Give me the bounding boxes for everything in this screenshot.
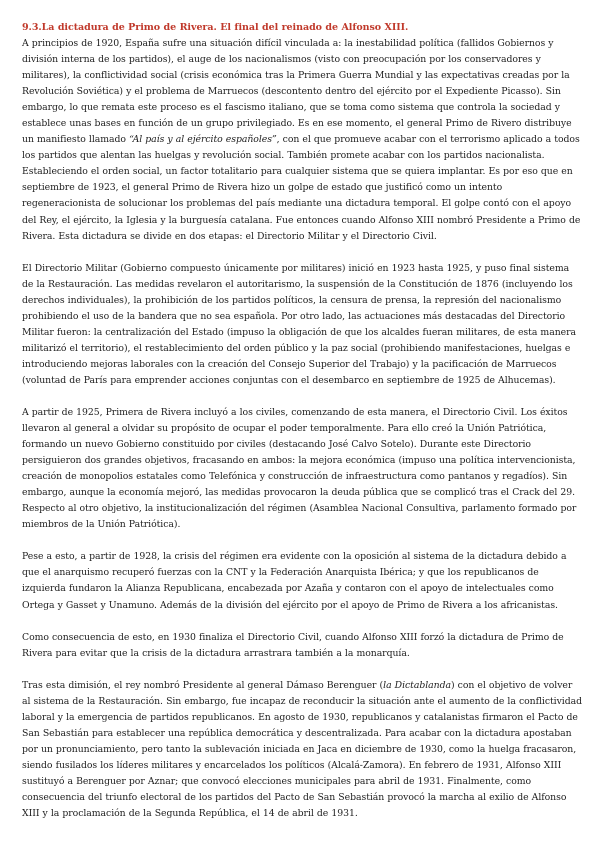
paragraph-introduction — [22, 36, 582, 245]
paragraph-segunda-republica — [22, 678, 582, 822]
paragraph-crisis-regimen: Pese a esto, a partir de 1928, la crisis del régimen era evidente con la oposición al sistema de la dictadura debido a que el anarquismo recuperó fuerzas con la CNT y la Federación Anarquista Ibérica; y que los republicanos de izquierda fundaron la Alianza Republicana, encabezada por Azaña y contaron con el apoyo de intelectuales como Ortega y Gasset y Unamuno. Además de la división del ejército por el apoyo de Primo de Rivera a los africanistas. — [22, 551, 567, 611]
paragraph-spacer — [22, 614, 582, 630]
paragraph-segunda-republica-text-2: ) con el objetivo de volver al sistema de la Restauración. Sin embargo, fue incapaz de reconducir la situación ante el aumento de la conflictividad laboral y la emergencia de partidos republicanos. En agosto de 1930, republicanos y catalanistas firmaron el Pacto de San Sebastián para establecer una república democrática y descentralizada. Para acabar con la dictadura apostaban por un pronunciamiento, pero tanto la sublevación iniciada en Jaca en diciembre de 1930, como la huelga fracasaron, siendo fusilados los líderes militares y encarcelados los políticos (Alcalá-Zamora). En febrero de 1931, Alfonso XIII sustituyó a Berenguer por Aznar; que convocó elecciones municipales para abril de 1931. Finalmente, como consecuencia del triunfo electoral de los partidos del Pacto de San Sebastián provocó la marcha al exilio de Alfonso XIII y la proclamación de la Segunda República, el 14 de abril de 1931. — [22, 679, 583, 820]
paragraph-introduction-text-1: A principios de 1920, España sufre una situación difícil vinculada a: la inestabilidad política (fallidos Gobiernos y división interna de los partidos), el auge de los nacionalismos (visto con preocupación por los conservadores y militares), la conflictividad social (crisis económica tras la Primera Guerra Mundial y las expectativas creadas por la Revolución Soviética) y el problema de Marruecos (descontento dentro del ejército por el Expediente Picasso). Sin embargo, lo que remata este proceso es el fascismo italiano, que se toma como sistema que controla la sociedad y establece unas bases en función de un grupo privilegiado. Es en ese momento, el general Primo de Rivero distribuye un manifiesto llamado — [22, 38, 572, 146]
paragraph-fin-directorio: Como consecuencia de esto, en 1930 finaliza el Directorio Civil, cuando Alfonso XIII forzó la dictadura de Primo de Rivera para evitar que la crisis de la dictadura arrastrara también a la monarquía. — [22, 631, 564, 659]
paragraph-introduction-text-2: , con el que promueve acabar con el terrorismo aplicado a todos los partidos que alentan las huelgas y revolución social. También promete acabar con los partidos nacionalista. Estableciendo el orden social, un factor totalitario para cualquier sistema que se quiera implantar. Es por eso que en septiembre de 1923, el general Primo de Rivera hizo un golpe de estado que justificó como un intento regeneracionista de solucionar los problemas del país mediante una dictadura temporal. El golpe contó con el apoyo del Rey, el ejército, la Iglesia y la burguesía catalana. Fue entonces cuando Alfonso XIII nombró Presidente a Primo de Rivera. Esta dictadura se divide en dos etapas: el Directorio Militar y el Directorio Civil. — [22, 134, 581, 242]
paragraph-spacer — [22, 245, 582, 261]
paragraph-directorio-militar: El Directorio Militar (Gobierno compuesto únicamente por militares) inició en 1923 hasta 1925, y puso final sistema de la Restauración. Las medidas revelaron el autoritarismo, la suspensión de la Constitución de 1876 (incluyendo los derechos individuales), la prohibición de los partidos políticos, la censura de prensa, la represión del nacionalismo prohibiendo el uso de la bandera que no sea española. Por otro lado, las actuaciones más destacadas del Directorio Militar fueron: la centralización del Estado (impuso la obligación de que los alcaldes fueran militares, de esta manera militarizó el territorio), el restablecimiento del orden público y la paz social (prohibiendo manifestaciones, huelgas e introduciendo mejoras laborales con la creación del Consejo Superior del Trabajo) y la pacificación de Marruecos (voluntad de París para emprender acciones conjuntas con el desembarco en septiembre de 1925 de Alhucemas). — [22, 262, 576, 386]
manifesto-title: “Al país y al ejército españoles” — [129, 134, 277, 146]
paragraph-spacer — [22, 533, 582, 549]
paragraph-spacer — [22, 389, 582, 405]
paragraph-spacer — [22, 662, 582, 678]
paragraph-segunda-republica-text-1: Tras esta dimisión, el rey nombró Presidente al general Dámaso Berenguer ( — [22, 679, 384, 691]
document-title: 9.3.La dictadura de Primo de Rivera. El final del reinado de Alfonso XIII. — [22, 22, 409, 33]
dictablanda-term: la Dictablanda — [383, 679, 451, 691]
paragraph-directorio-civil: A partir de 1925, Primera de Rivera incluyó a los civiles, comenzando de esta manera, el Directorio Civil. Los éxitos llevaron al general a olvidar su propósito de ocupar el poder temporalmente. Para ello creó la Unión Patriótica, formando un nuevo Gobierno constituido por civiles (destacando José Calvo Sotelo). Durante este Directorio persiguieron dos grandes objetivos, fracasando en ambos: la mejora económica (impuso una política intervencionista, creación de monopolios estatales como Telefónica y construcción de infraestructura como pantanos y regadíos). Sin embargo, aunque la economía mejoró, las medidas provocaron la deuda pública que se complicó tras el Crack del 29. Respecto al otro objetivo, la institucionalización del régimen (Asamblea Nacional Consultiva, parlamento formado por miembros de la Unión Patriótica). — [22, 406, 577, 531]
document-page — [22, 20, 582, 822]
